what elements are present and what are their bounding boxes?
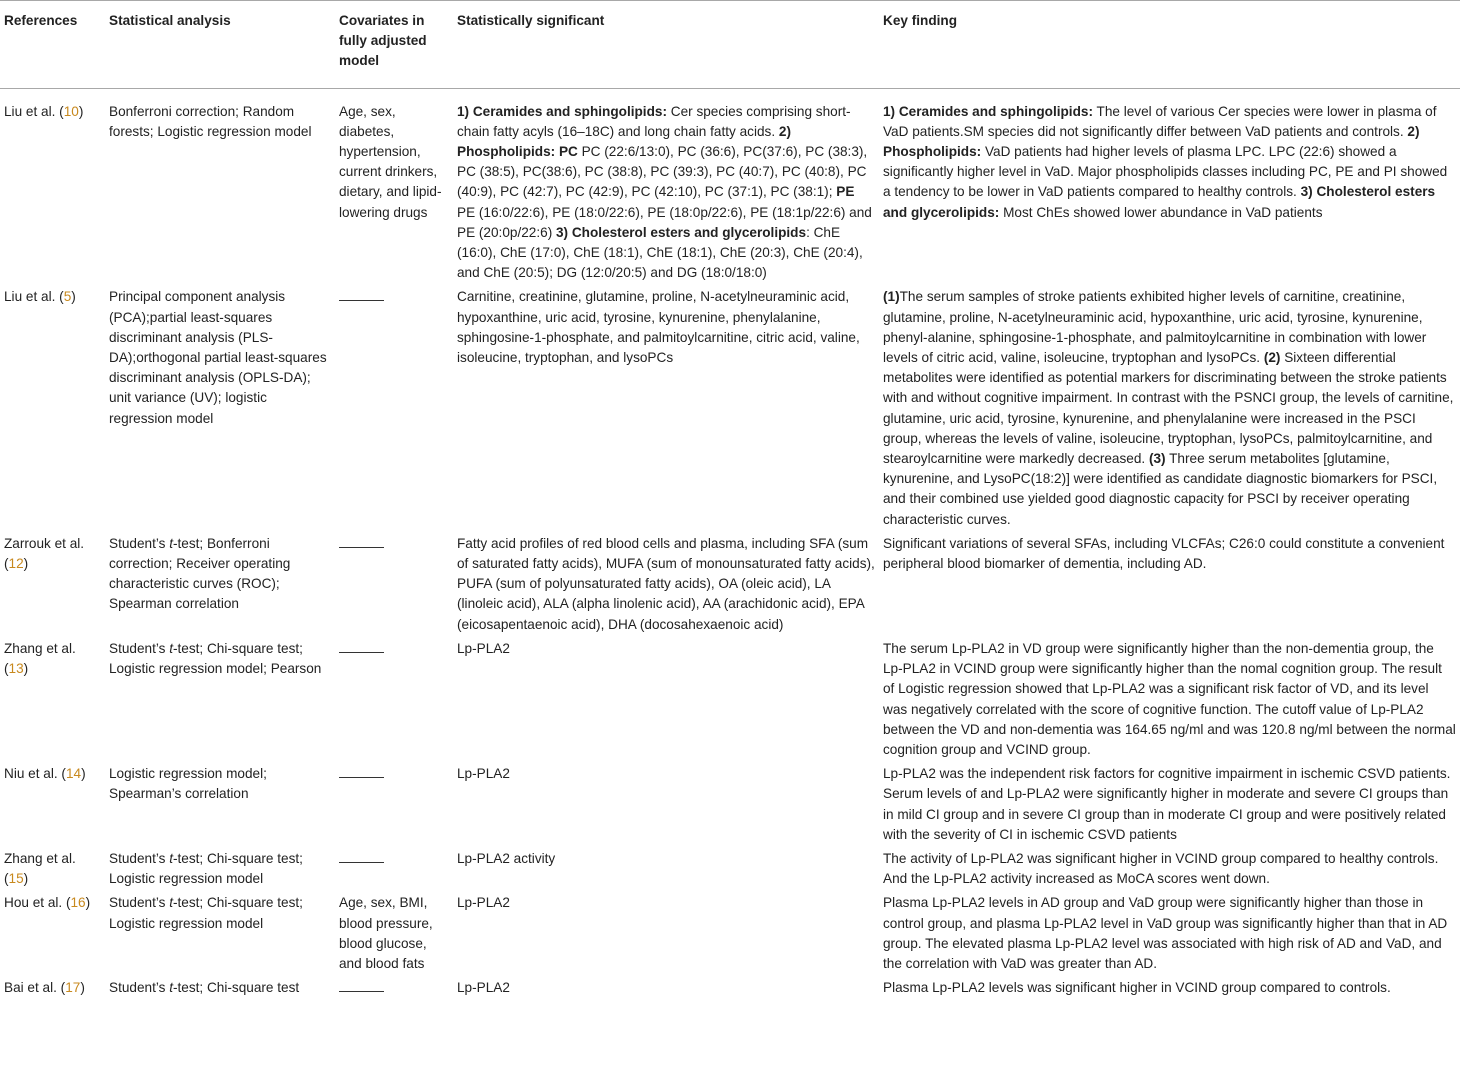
finding-cell: 1) Ceramides and sphingolipids: The level of various Cer species were lower in plasma of VaD patients.SM species did not significantly differ between VaD patients and controls. 2) Phospholipids: VaD patients had higher levels of plasma LPC. LPC (22:6) showed a significantly higher level in VaD. Major phospholipids classes including PC, PE and PI showed a tendency to be lower in VaD patients compared to healthy controls. 3) Cholesterol esters and glycerolipids: Most ChEs showed lower abundance in VaD patients <box>883 103 1448 220</box>
citation-link[interactable]: 13 <box>8 661 24 677</box>
significant-cell: 1) Ceramides and sphingolipids: Cer species comprising short-chain fatty acyls (16–18C) and long chain fatty acids. 2) Phospholipids: PC PC (22:6/13:0), PC (36:6), PC(37:6), PC (38:3), PC (38:5), PC(38:6), PC (38:8), PC (39:3), PC (40:7), PC (40:8), PC (40:9), PC (42:7), PC (42:9), PC (42:10), PC (37:1), PC (38:1); PE PE (16:0/22:6), PE (18:0/22:6), PE (18:0p/22:6), PE (18:1p/22:6) and PE (20:0p/22:6) 3) Cholesterol esters and glycerolipids: ChE (16:0), ChE (17:0), ChE (18:1), ChE (18:1), ChE (20:3), ChE (20:4), and ChE (20:5); DG (12:0/20:5) and DG (18:0/18:0) <box>457 103 872 281</box>
empty-dash <box>339 765 384 778</box>
covariates-cell <box>335 636 453 761</box>
covariates-cell <box>335 761 453 846</box>
empty-dash <box>339 288 384 301</box>
reference-cell: Zhang et al. (13) <box>4 640 76 677</box>
citation-link[interactable]: 12 <box>8 556 24 572</box>
covariates-cell <box>335 846 453 890</box>
finding-cell: Plasma Lp-PLA2 levels in AD group and VaD group were significantly higher than those in control group, and plasma Lp-PLA2 level in VaD group was significantly higher than that in AD group. The elevated plasma Lp-PLA2 level was associated with high risk of AD and VaD, and the correlation with VaD was greater than AD. <box>883 895 1448 971</box>
reference-cell: Bai et al. (17) <box>4 980 85 996</box>
table-row <box>0 761 1460 846</box>
header-row <box>0 1 1460 89</box>
citation-link[interactable]: 10 <box>63 103 79 119</box>
table-row <box>0 890 1460 975</box>
header-references: References <box>0 1 105 89</box>
finding-cell: The serum Lp-PLA2 in VD group were significantly higher than the non-dementia group, the Lp-PLA2 in VCIND group were significantly higher than the nomal cognition group. The result of Logistic regression showed that Lp-PLA2 was a significant risk factor of VD, and its level was negatively correlated with the score of cognitive function. The cutoff value of Lp-PLA2 between the VD and non-dementia was 164.65 ng/ml and was 120.8 ng/ml between the normal cognition group and VCIND group. <box>883 640 1456 757</box>
citation-link[interactable]: 5 <box>63 289 72 305</box>
table-row <box>0 284 1460 530</box>
finding-cell: (1)The serum samples of stroke patients exhibited higher levels of carnitine, creatinine, glutamine, proline, N-acetylneuraminic acid, hypoxanthine, uric acid, tyrosine, kynurenine, phenyl-alanine, sphingosine-1-phosphate, and palmitoylcarnitine in combination with lower levels of citric acid, valine, isoleucine, tryptophan and lysoPCs. (2) Sixteen differential metabolites were identified as potential markers for discriminating between the stroke patients with and without cognitive impairment. In contrast with the PSNCI group, the levels of carnitine, glutamine, uric acid, tyrosine, kynurenine, and phenylalanine were increased in the PSCI group, whereas the levels of valine, isoleucine, tryptophan, lysoPCs, palmitoylcarnitine, and stearoylcarnitine were markedly decreased. (3) Three serum metabolites [glutamine, kynurenine, and LysoPC(18:2)] were identified as candidate diagnostic biomarkers for PSCI, and their combined use yielded good diagnostic capacity for PSCI by receiver operating characteristic curves. <box>883 289 1454 527</box>
empty-dash <box>339 535 384 548</box>
finding-cell: Lp-PLA2 was the independent risk factors for cognitive impairment in ischemic CSVD patients. Serum levels of and Lp-PLA2 were significantly higher in moderate and severe CI groups than in mild CI group and in severe CI group than in moderate CI group and were positively related with the severity of CI in ischemic CSVD patients <box>883 766 1451 842</box>
reference-cell: Hou et al. (16) <box>4 895 91 911</box>
citation-link[interactable]: 16 <box>70 895 86 911</box>
analysis-cell: Student’s t-test; Chi-square test; Logistic regression model <box>109 850 303 887</box>
table-row <box>0 88 1460 284</box>
analysis-cell: Logistic regression model; Spearman’s correlation <box>109 766 267 802</box>
analysis-cell: Student’s t-test; Chi-square test; Logistic regression model <box>109 895 303 931</box>
header-key-finding: Key finding <box>879 1 1460 89</box>
analysis-cell: Bonferroni correction; Random forests; Logistic regression model <box>109 103 312 139</box>
reference-cell: Zarrouk et al. (12) <box>4 535 85 572</box>
analysis-cell: Student’s t-test; Bonferroni correction; Receiver operating characteristic curves (ROC); Spearman correlation <box>109 535 291 612</box>
finding-cell: The activity of Lp-PLA2 was significant higher in VCIND group compared to healthy controls. And the Lp-PLA2 activity increased as MoCA scores went down. <box>883 850 1439 887</box>
empty-dash <box>339 979 384 992</box>
empty-dash <box>339 850 384 863</box>
covariates-cell <box>335 284 453 530</box>
table-row <box>0 975 1460 999</box>
significant-cell: Lp-PLA2 activity <box>457 850 556 866</box>
citation-link[interactable]: 14 <box>65 766 82 782</box>
reference-cell: Zhang et al. (15) <box>4 850 76 887</box>
header-statistically-significant: Statistically significant <box>453 1 879 89</box>
reference-cell: Niu et al. (14) <box>4 766 86 782</box>
analysis-cell: Principal component analysis (PCA);partial least-squares discriminant analysis (PLS-DA);orthogonal partial least-squares discriminant analysis (OPLS-DA); unit variance (UV); logistic regression model <box>109 289 327 426</box>
header-covariates: Covariates in fully adjusted model <box>335 1 453 89</box>
covariates-cell <box>335 975 453 999</box>
covariates-cell: Age, sex, BMI, blood pressure, blood glucose, and blood fats <box>339 895 433 971</box>
analysis-cell: Student’s t-test; Chi-square test <box>109 980 300 996</box>
significant-cell: Carnitine, creatinine, glutamine, proline, N-acetylneuraminic acid, hypoxanthine, uric acid, tyrosine, kynurenine, phenylalanine, sphingosine-1-phosphate, and palmitoylcarnitine, citric acid, valine, isoleucine, tryptophan, and lysoPCs <box>457 289 860 366</box>
table-row <box>0 531 1460 636</box>
finding-cell: Plasma Lp-PLA2 levels was significant higher in VCIND group compared to controls. <box>883 980 1391 996</box>
significant-cell: Lp-PLA2 <box>457 640 510 656</box>
reference-cell: Liu et al. (5) <box>4 289 76 305</box>
significant-cell: Lp-PLA2 <box>457 895 510 911</box>
empty-dash <box>339 640 384 653</box>
significant-cell: Fatty acid profiles of red blood cells and plasma, including SFA (sum of saturated fatty acids), MUFA (sum of monounsaturated fatty acids), PUFA (sum of polyunsaturated fatty acids), OA (oleic acid), LA (linoleic acid), ALA (alpha linolenic acid), AA (arachidonic acid), EPA (eicosapentaenoic acid), DHA (docosahexaenoic acid) <box>457 535 875 632</box>
covariates-cell <box>335 531 453 636</box>
citation-link[interactable]: 15 <box>8 871 24 887</box>
table-header <box>0 1 1460 89</box>
citation-link[interactable]: 17 <box>65 980 81 996</box>
header-statistical-analysis: Statistical analysis <box>105 1 335 89</box>
finding-cell: Significant variations of several SFAs, including VLCFAs; C26:0 could constitute a convenient peripheral blood biomarker of dementia, including AD. <box>883 535 1445 572</box>
reference-cell: Liu et al. (10) <box>4 103 84 119</box>
table-row <box>0 636 1460 761</box>
significant-cell: Lp-PLA2 <box>457 980 510 996</box>
table-body <box>0 88 1460 999</box>
analysis-cell: Student’s t-test; Chi-square test; Logistic regression model; Pearson <box>109 640 322 677</box>
significant-cell: Lp-PLA2 <box>457 766 510 782</box>
table-row <box>0 846 1460 890</box>
covariates-cell: Age, sex, diabetes, hypertension, current drinkers, dietary, and lipid-lowering drugs <box>339 103 442 220</box>
